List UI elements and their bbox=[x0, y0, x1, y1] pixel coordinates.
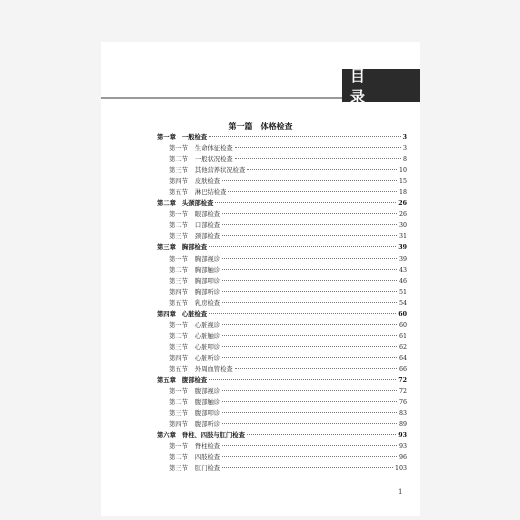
toc-section-row bbox=[157, 254, 407, 265]
toc-entry-title: 口部检查 bbox=[194, 222, 221, 230]
leader-dots bbox=[222, 335, 397, 336]
toc-section-row bbox=[157, 209, 407, 220]
toc-entry-number: 第六章 bbox=[157, 432, 176, 440]
toc-entry-number: 第一节 bbox=[169, 388, 188, 396]
toc-entry-number: 第三节 bbox=[169, 277, 188, 285]
toc-entry-page: 60 bbox=[398, 321, 407, 329]
toc-entry-page: 60 bbox=[398, 310, 407, 318]
toc-entry-page: 8 bbox=[402, 156, 407, 164]
toc-entry-label bbox=[157, 276, 220, 287]
toc-entry-label bbox=[157, 353, 220, 364]
toc-entry-title: 腹部视诊 bbox=[194, 388, 221, 396]
toc-entry-number: 第二节 bbox=[169, 222, 188, 230]
toc-entry-page: 93 bbox=[398, 432, 407, 440]
toc-entry-label bbox=[157, 132, 207, 143]
toc-section-row bbox=[157, 165, 407, 176]
table-of-contents bbox=[157, 132, 407, 474]
toc-entry-number: 第二节 bbox=[169, 332, 188, 340]
toc-section-row bbox=[157, 276, 407, 287]
toc-entry-page: 10 bbox=[398, 167, 407, 175]
toc-section-row bbox=[157, 408, 407, 419]
toc-section-row bbox=[157, 441, 407, 452]
toc-section-row bbox=[157, 419, 407, 430]
toc-entry-title: 皮肤检查 bbox=[194, 178, 221, 186]
toc-entry-number: 第四章 bbox=[157, 310, 176, 318]
toc-chapter-row bbox=[157, 309, 407, 320]
toc-section-row bbox=[157, 187, 407, 198]
leader-dots bbox=[222, 224, 397, 225]
toc-section-row bbox=[157, 331, 407, 342]
toc-entry-title: 乳房检查 bbox=[194, 299, 221, 307]
leader-dots bbox=[209, 379, 396, 380]
toc-entry-title: 一般状况检查 bbox=[194, 156, 233, 164]
toc-entry-title: 眼部检查 bbox=[194, 211, 221, 219]
toc-entry-title: 胸部触诊 bbox=[194, 266, 221, 274]
toc-entry-page: 62 bbox=[398, 343, 407, 351]
toc-entry-title: 脊柱、四肢与肛门检查 bbox=[181, 432, 245, 440]
toc-entry-label bbox=[157, 320, 220, 331]
leader-dots bbox=[222, 390, 397, 391]
toc-entry-page: 103 bbox=[394, 465, 407, 473]
toc-entry-label bbox=[157, 331, 220, 342]
toc-entry-number: 第三节 bbox=[169, 410, 188, 418]
toc-entry-number: 第一节 bbox=[169, 211, 188, 219]
toc-section-row bbox=[157, 364, 407, 375]
toc-entry-title: 淋巴结检查 bbox=[194, 189, 227, 197]
toc-entry-page: 66 bbox=[398, 365, 407, 373]
leader-dots bbox=[235, 147, 401, 148]
toc-entry-label bbox=[157, 342, 220, 353]
toc-entry-number: 第二节 bbox=[169, 454, 188, 462]
toc-entry-label bbox=[157, 375, 207, 386]
toc-entry-title: 颈部检查 bbox=[194, 233, 221, 241]
toc-chapter-row bbox=[157, 242, 407, 253]
toc-entry-title: 脊柱检查 bbox=[194, 443, 221, 451]
leader-dots bbox=[222, 456, 397, 457]
toc-entry-page: 3 bbox=[402, 145, 407, 153]
leader-dots bbox=[228, 191, 397, 192]
leader-dots bbox=[247, 169, 397, 170]
toc-section-row bbox=[157, 265, 407, 276]
toc-entry-page: 39 bbox=[398, 255, 407, 263]
toc-entry-number: 第四节 bbox=[169, 178, 188, 186]
toc-entry-page: 26 bbox=[398, 211, 407, 219]
part-title: 第一篇 体格检查 bbox=[228, 121, 293, 131]
toc-section-row bbox=[157, 386, 407, 397]
toc-entry-label bbox=[157, 165, 245, 176]
toc-chapter-row bbox=[157, 198, 407, 209]
leader-dots bbox=[222, 180, 397, 181]
toc-entry-title: 一般检查 bbox=[181, 134, 208, 141]
toc-entry-label bbox=[157, 298, 220, 309]
leader-dots bbox=[222, 445, 397, 446]
toc-entry-number: 第三节 bbox=[169, 343, 188, 351]
toc-entry-page: 54 bbox=[398, 299, 407, 307]
toc-entry-number: 第一章 bbox=[157, 134, 176, 141]
toc-entry-page: 18 bbox=[398, 189, 407, 197]
leader-dots bbox=[209, 313, 396, 314]
leader-dots bbox=[235, 158, 401, 159]
toc-entry-label bbox=[157, 154, 233, 165]
toc-entry-number: 第二章 bbox=[157, 200, 176, 208]
toc-entry-page: 15 bbox=[398, 178, 407, 186]
toc-entry-title: 胸部叩诊 bbox=[194, 277, 221, 285]
toc-section-row bbox=[157, 287, 407, 298]
toc-entry-title: 生命体征检查 bbox=[194, 145, 233, 153]
toc-entry-number: 第三节 bbox=[169, 233, 188, 241]
toc-entry-page: 46 bbox=[398, 277, 407, 285]
toc-entry-number: 第四节 bbox=[169, 421, 188, 429]
toc-entry-number: 第三节 bbox=[169, 465, 188, 473]
toc-section-row bbox=[157, 320, 407, 331]
header-rule bbox=[101, 97, 342, 99]
leader-dots bbox=[222, 302, 397, 303]
toc-entry-number: 第一节 bbox=[169, 145, 188, 153]
toc-entry-title: 四肢检查 bbox=[194, 454, 221, 462]
leader-dots bbox=[222, 467, 393, 468]
leader-dots bbox=[209, 136, 401, 137]
toc-entry-label bbox=[157, 452, 220, 463]
toc-entry-title: 心脏叩诊 bbox=[194, 343, 221, 351]
leader-dots bbox=[222, 324, 397, 325]
toc-entry-label bbox=[157, 242, 207, 253]
toc-entry-label bbox=[157, 364, 233, 375]
toc-entry-label bbox=[157, 176, 220, 187]
toc-section-row bbox=[157, 176, 407, 187]
toc-entry-title: 心脏视诊 bbox=[194, 321, 221, 329]
toc-entry-page: 72 bbox=[398, 388, 407, 396]
toc-section-row bbox=[157, 452, 407, 463]
leader-dots bbox=[222, 401, 397, 402]
leader-dots bbox=[222, 357, 397, 358]
toc-entry-page: 89 bbox=[398, 421, 407, 429]
leader-dots bbox=[222, 423, 397, 424]
toc-entry-number: 第四节 bbox=[169, 288, 188, 296]
toc-entry-title: 头颈部检查 bbox=[181, 200, 214, 208]
toc-entry-page: 30 bbox=[398, 222, 407, 230]
page-number: 1 bbox=[398, 488, 403, 496]
toc-section-row bbox=[157, 298, 407, 309]
toc-entry-title: 腹部检查 bbox=[181, 377, 208, 385]
toc-entry-title: 外周血管检查 bbox=[194, 365, 233, 373]
toc-entry-label bbox=[157, 419, 220, 430]
toc-entry-number: 第五节 bbox=[169, 299, 188, 307]
toc-entry-page: 31 bbox=[398, 233, 407, 241]
toc-entry-number: 第三章 bbox=[157, 244, 176, 252]
toc-entry-page: 51 bbox=[398, 288, 407, 296]
toc-section-row bbox=[157, 342, 407, 353]
toc-entry-label bbox=[157, 408, 220, 419]
toc-entry-title: 其他营养状况检查 bbox=[194, 167, 246, 175]
toc-entry-title: 肛门检查 bbox=[194, 465, 221, 473]
toc-entry-title: 腹部听诊 bbox=[194, 421, 221, 429]
toc-entry-label bbox=[157, 187, 226, 198]
toc-entry-number: 第二节 bbox=[169, 156, 188, 164]
toc-entry-title: 心脏检查 bbox=[181, 310, 208, 318]
toc-title: 目 录 bbox=[342, 69, 420, 102]
toc-entry-label bbox=[157, 254, 220, 265]
leader-dots bbox=[222, 412, 397, 413]
toc-entry-title: 胸部检查 bbox=[181, 244, 208, 252]
toc-entry-page: 39 bbox=[398, 244, 407, 252]
toc-entry-label bbox=[157, 309, 207, 320]
leader-dots bbox=[209, 246, 396, 247]
toc-entry-label bbox=[157, 209, 220, 220]
toc-entry-label bbox=[157, 430, 245, 441]
toc-entry-page: 96 bbox=[398, 454, 407, 462]
toc-entry-number: 第一节 bbox=[169, 321, 188, 329]
toc-entry-page: 43 bbox=[398, 266, 407, 274]
toc-entry-label bbox=[157, 397, 220, 408]
toc-entry-label bbox=[157, 265, 220, 276]
toc-entry-page: 64 bbox=[398, 354, 407, 362]
toc-entry-page: 93 bbox=[398, 443, 407, 451]
toc-entry-title: 胸部视诊 bbox=[194, 255, 221, 263]
toc-section-row bbox=[157, 231, 407, 242]
toc-chapter-row bbox=[157, 132, 407, 143]
toc-entry-title: 胸部听诊 bbox=[194, 288, 221, 296]
leader-dots bbox=[235, 368, 397, 369]
toc-entry-page: 83 bbox=[398, 410, 407, 418]
toc-entry-label bbox=[157, 198, 213, 209]
toc-entry-page: 3 bbox=[402, 134, 407, 141]
toc-entry-title: 心脏触诊 bbox=[194, 332, 221, 340]
toc-entry-number: 第五节 bbox=[169, 365, 188, 373]
leader-dots bbox=[222, 235, 397, 236]
toc-section-row bbox=[157, 154, 407, 165]
leader-dots bbox=[222, 280, 397, 281]
toc-chapter-row bbox=[157, 375, 407, 386]
leader-dots bbox=[222, 213, 397, 214]
toc-entry-number: 第二节 bbox=[169, 399, 188, 407]
toc-entry-number: 第五章 bbox=[157, 377, 176, 385]
leader-dots bbox=[222, 346, 397, 347]
leader-dots bbox=[222, 291, 397, 292]
toc-entry-label bbox=[157, 441, 220, 452]
toc-entry-number: 第一节 bbox=[169, 255, 188, 263]
toc-entry-number: 第四节 bbox=[169, 354, 188, 362]
toc-entry-page: 72 bbox=[398, 377, 407, 385]
toc-entry-number: 第二节 bbox=[169, 266, 188, 274]
toc-entry-label bbox=[157, 386, 220, 397]
toc-section-row bbox=[157, 397, 407, 408]
toc-section-row bbox=[157, 463, 407, 474]
toc-section-row bbox=[157, 143, 407, 154]
toc-entry-number: 第三节 bbox=[169, 167, 188, 175]
toc-entry-label bbox=[157, 231, 220, 242]
leader-dots bbox=[247, 434, 396, 435]
toc-entry-title: 心脏听诊 bbox=[194, 354, 221, 362]
toc-section-row bbox=[157, 353, 407, 364]
toc-section-row bbox=[157, 220, 407, 231]
toc-entry-number: 第五节 bbox=[169, 189, 188, 197]
toc-entry-page: 26 bbox=[398, 200, 407, 208]
toc-entry-page: 61 bbox=[398, 332, 407, 340]
toc-entry-number: 第一节 bbox=[169, 443, 188, 451]
toc-entry-title: 腹部触诊 bbox=[194, 399, 221, 407]
leader-dots bbox=[215, 202, 396, 203]
leader-dots bbox=[222, 269, 397, 270]
toc-entry-page: 76 bbox=[398, 399, 407, 407]
leader-dots bbox=[222, 258, 397, 259]
toc-entry-label bbox=[157, 287, 220, 298]
toc-entry-label bbox=[157, 220, 220, 231]
toc-entry-label bbox=[157, 463, 220, 474]
toc-entry-title: 腹部叩诊 bbox=[194, 410, 221, 418]
toc-entry-label bbox=[157, 143, 233, 154]
toc-chapter-row bbox=[157, 430, 407, 441]
